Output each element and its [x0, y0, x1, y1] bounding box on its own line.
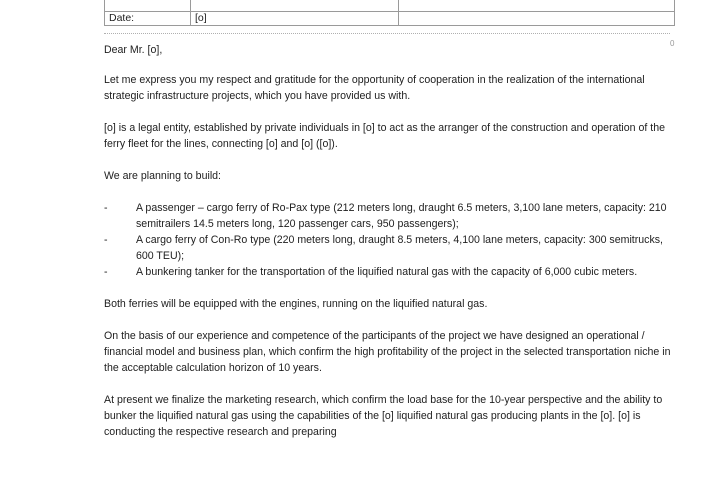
paragraph: Let me express you my respect and gratitude for the opportunity of cooperation in the realization of the international strategic infrastructure projects, which you have provided us with.	[104, 74, 645, 102]
header-row-top	[105, 0, 675, 11]
salutation: Dear Mr. [o],	[104, 44, 163, 56]
list-item	[104, 200, 672, 232]
date-label: Date:	[105, 11, 191, 26]
paragraph: At present we finalize the marketing research, which confirm the load base for the 10-year perspective and the ability to bunker the liquified natural gas using the capabilities of the [o] liquified natural gas producing plants in the [o]. [o] is conducting the respective research and preparing	[104, 394, 663, 438]
letter-body	[104, 42, 672, 456]
header-cell	[191, 0, 399, 11]
list-item	[104, 232, 672, 264]
paragraph: On the basis of our experience and competence of the participants of the project we have designed an operational / financial model and business plan, which confirm the high profitability of the project in the selected transportation niche in the acceptable calculation horizon of 10 years.	[104, 330, 671, 374]
paragraph: [o] is a legal entity, established by private individuals in [o] to act as the arranger of the construction and operation of the ferry fleet for the lines, connecting [o] and [o] ([o]).	[104, 122, 666, 150]
paragraph: Both ferries will be equipped with the engines, running on the liquified natural gas.	[104, 298, 488, 310]
list-item-text: A cargo ferry of Con-Ro type (220 meters long, draught 8.5 meters, 4,100 lane meters, capacity: 300 semitrucks, 600 TEU);	[136, 234, 663, 262]
paragraph: We are planning to build:	[104, 170, 222, 182]
header-cell	[399, 0, 675, 11]
bullet-dash: -	[104, 234, 108, 246]
letter-header-table	[104, 0, 675, 26]
header-cell	[105, 0, 191, 11]
section-divider	[104, 33, 670, 34]
bullet-dash: -	[104, 266, 108, 278]
header-row-date	[105, 11, 675, 26]
end-of-cell-mark: 0	[670, 39, 675, 48]
date-value: [o]	[191, 11, 399, 26]
bullet-dash: -	[104, 202, 108, 214]
list-item	[104, 264, 672, 280]
vessel-list	[104, 200, 672, 280]
list-item-text: A passenger – cargo ferry of Ro-Pax type (212 meters long, draught 6.5 meters, 3,100 lane meters, capacity: 210 semitrailers 14.5 meters long, 120 passenger cars, 950 passengers);	[136, 202, 667, 230]
list-item-text: A bunkering tanker for the transportation of the liquified natural gas with the capacity of 6,000 cubic meters.	[136, 266, 638, 278]
header-cell	[399, 11, 675, 26]
